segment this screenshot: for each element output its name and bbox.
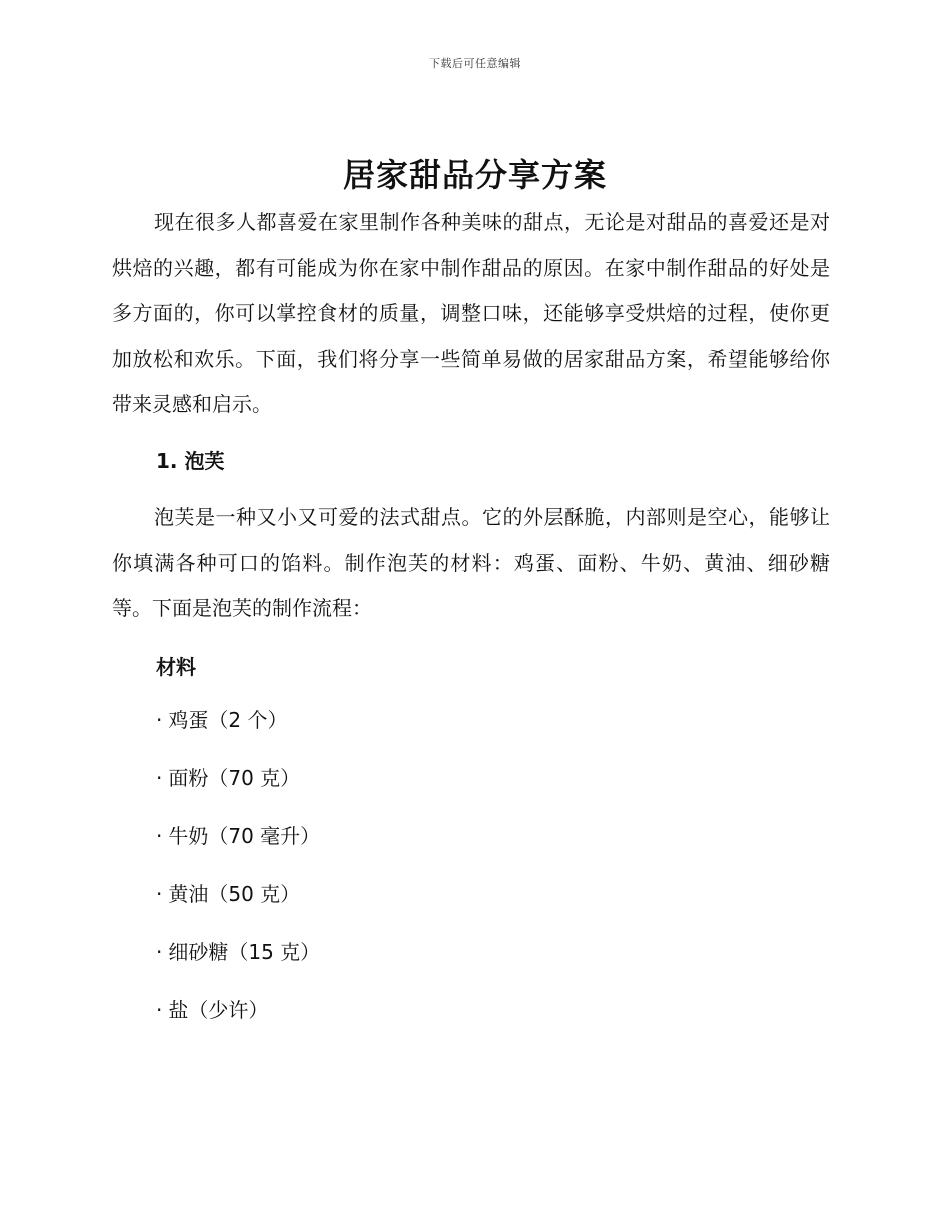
list-item — [156, 764, 320, 822]
list-item — [156, 822, 320, 880]
ingredient-text: 细砂糖（15 克） — [168, 940, 321, 964]
ingredient-text: 鸡蛋（2 个） — [168, 708, 288, 732]
bullet-icon: · — [156, 998, 163, 1022]
ingredient-text: 牛奶（70 毫升） — [168, 824, 321, 848]
puff-description-section — [112, 495, 830, 632]
list-item — [156, 880, 320, 938]
bullet-icon: · — [156, 766, 163, 790]
list-item — [156, 938, 320, 996]
puff-description: 泡芙是一种又小又可爱的法式甜点。它的外层酥脆，内部则是空心，能够让你填满各种可口的馅料。制作泡芙的材料：鸡蛋、面粉、牛奶、黄油、细砂糖等。下面是泡芙的制作流程： — [112, 505, 830, 620]
intro-section — [112, 200, 830, 428]
materials-heading: 材料 — [156, 655, 196, 679]
ingredient-text: 盐（少许） — [168, 998, 269, 1022]
ingredient-text: 黄油（50 克） — [168, 882, 301, 906]
list-item — [156, 996, 320, 1054]
bullet-icon: · — [156, 708, 163, 732]
intro-paragraph: 现在很多人都喜爱在家里制作各种美味的甜点，无论是对甜品的喜爱还是对烘焙的兴趣，都有可能成为你在家中制作甜品的原因。在家中制作甜品的好处是多方面的，你可以掌控食材的质量，调整口味，还能够享受烘焙的过程，使你更加放松和欢乐。下面，我们将分享一些简单易做的居家甜品方案，希望能够给你带来灵感和启示。 — [112, 210, 830, 416]
bullet-icon: · — [156, 882, 163, 906]
bullet-icon: · — [156, 824, 163, 848]
list-item — [156, 706, 320, 764]
bullet-icon: · — [156, 940, 163, 964]
document-title: 居家甜品分享方案 — [342, 156, 607, 194]
ingredient-text: 面粉（70 克） — [168, 766, 301, 790]
header-note: 下载后可任意编辑 — [429, 57, 521, 70]
section-heading-puff: 1. 泡芙 — [156, 449, 225, 473]
ingredient-list — [156, 706, 320, 1054]
